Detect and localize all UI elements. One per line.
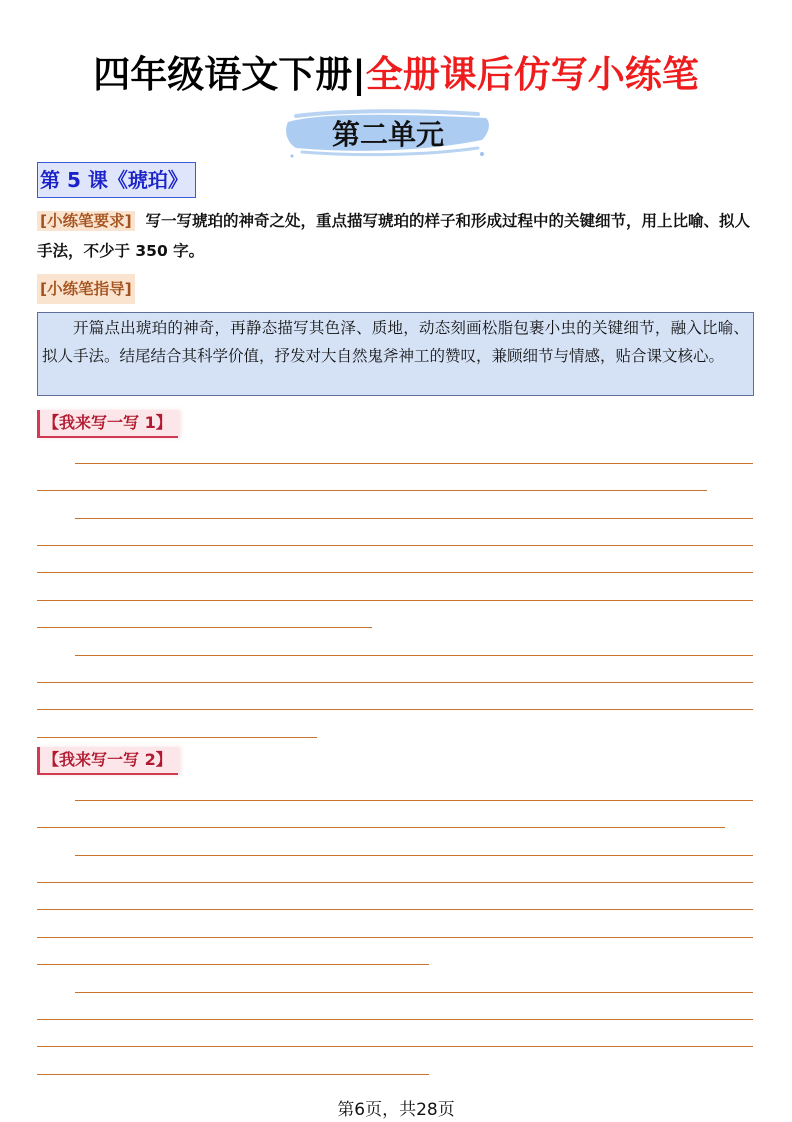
requirement-paragraph — [37, 206, 753, 266]
writing-line[interactable] — [37, 827, 725, 828]
writing-line[interactable] — [37, 1074, 429, 1075]
writing-line[interactable] — [37, 1046, 753, 1047]
writing-line[interactable] — [75, 855, 753, 856]
writing-line[interactable] — [75, 463, 753, 464]
writing-line[interactable] — [37, 709, 753, 710]
title-main: 四年级语文下册| — [93, 53, 366, 96]
writing-line[interactable] — [37, 682, 753, 683]
writing-line[interactable] — [75, 518, 753, 519]
unit-title: 第二单元 — [331, 118, 444, 151]
writing-line[interactable] — [37, 627, 372, 628]
document-title — [0, 44, 792, 98]
title-highlight: 全册课后仿写小练笔 — [365, 53, 699, 96]
guidance-text: 开篇点出琥珀的神奇，再静态描写其色泽、质地，动态刻画松脂包裹小虫的关键细节，融入比喻、拟人手法。结尾结合其科学价值，抒发对大自然鬼斧神工的赞叹，兼顾细节与情感，贴合课文核心。 — [42, 319, 749, 365]
writing-line[interactable] — [37, 737, 317, 738]
unit-banner — [282, 104, 494, 160]
writing-line[interactable] — [37, 909, 753, 910]
writing-line[interactable] — [37, 937, 753, 938]
requirement-text: 写一写琥珀的神奇之处，重点描写琥珀的样子和形成过程中的关键细节，用上比喻、拟人手法，不少于 350 字。 — [37, 212, 750, 260]
writing-line[interactable] — [37, 572, 753, 573]
guidance-box — [37, 312, 754, 396]
writing-line[interactable] — [37, 545, 753, 546]
writing-line[interactable] — [37, 1019, 753, 1020]
writing-line[interactable] — [37, 600, 753, 601]
writing-line[interactable] — [37, 882, 753, 883]
page-number: 第6页，共28页 — [337, 1100, 455, 1120]
write-section-1-label: 【我来写一写 1】 — [37, 410, 178, 438]
writing-line[interactable] — [75, 800, 753, 801]
writing-line[interactable] — [37, 490, 707, 491]
requirement-label: [小练笔要求] — [37, 211, 135, 231]
lesson-title: 第 5 课《琥珀》 — [37, 162, 196, 198]
writing-line[interactable] — [37, 964, 429, 965]
write-section-2-label: 【我来写一写 2】 — [37, 747, 178, 775]
guidance-label: [小练笔指导] — [37, 274, 135, 304]
writing-line[interactable] — [75, 992, 753, 993]
writing-line[interactable] — [75, 655, 753, 656]
